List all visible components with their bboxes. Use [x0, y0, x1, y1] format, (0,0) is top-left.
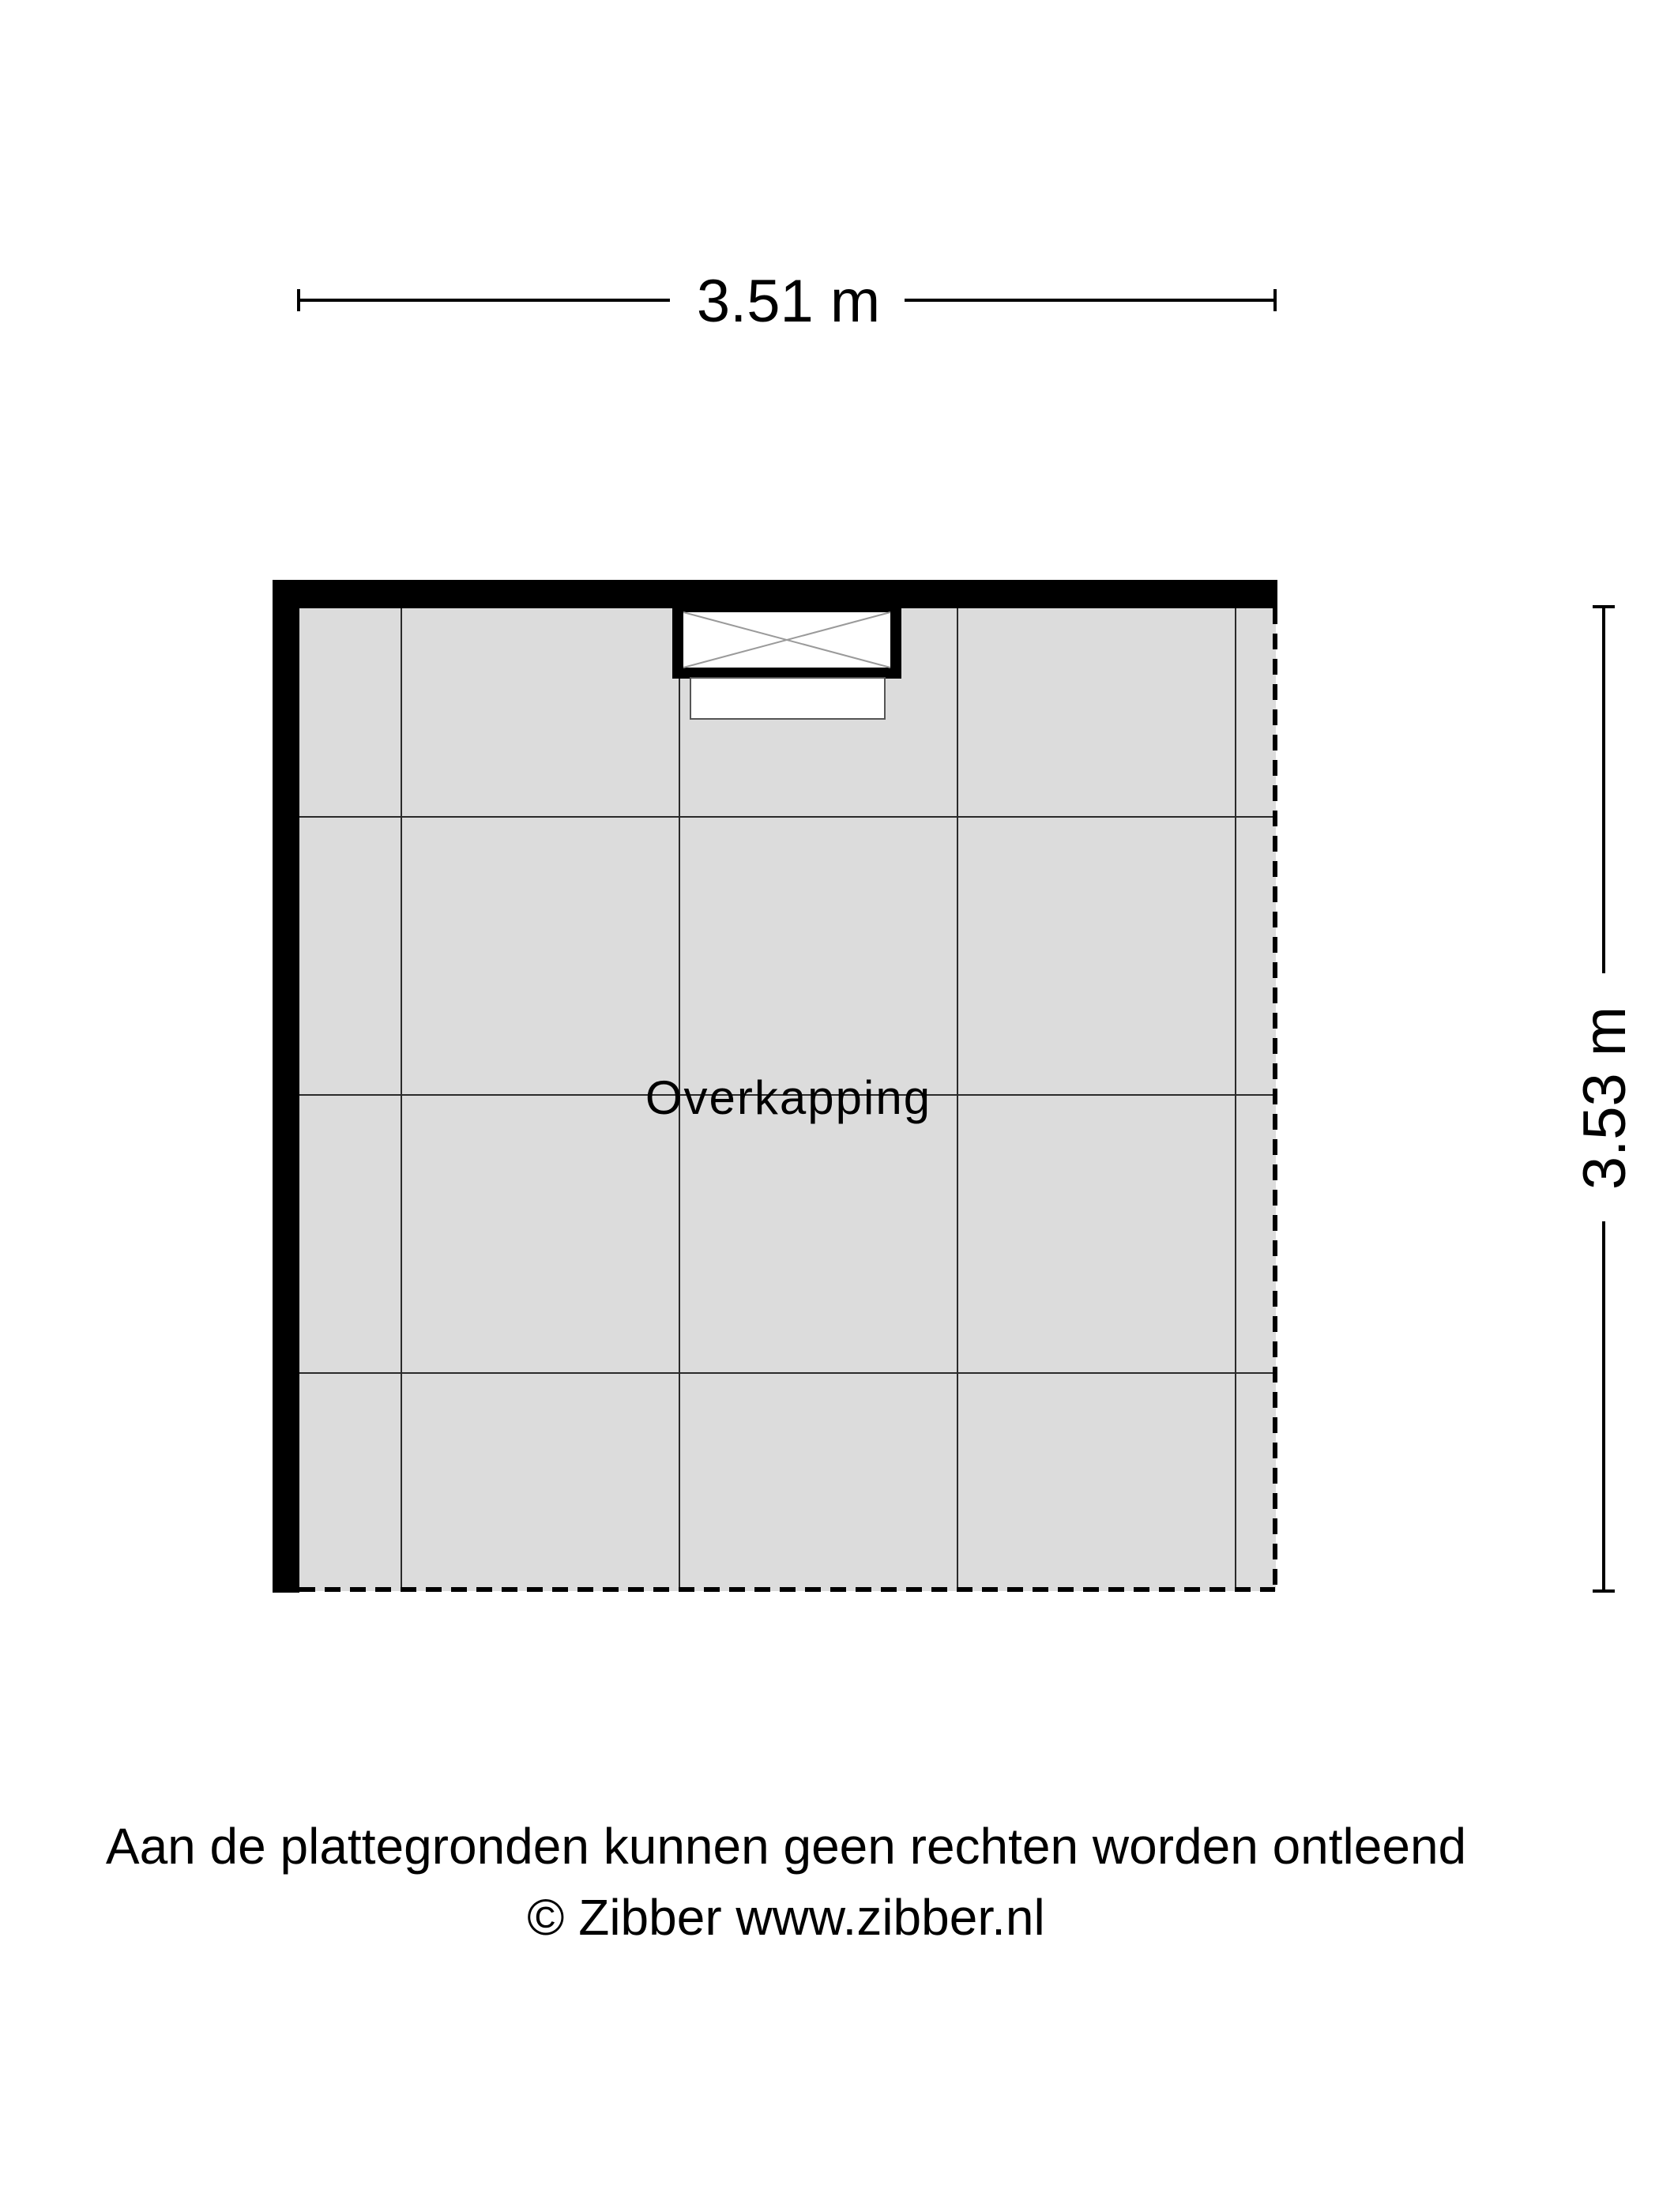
- wall-left: [273, 580, 299, 1593]
- wall-fixture: [678, 607, 896, 719]
- height-dimension: [1571, 607, 1638, 1591]
- disclaimer-text: Aan de plattegronden kunnen geen rechten worden ontleend: [105, 1818, 1467, 1875]
- room-name-label: Overkapping: [645, 1071, 932, 1124]
- width-dimension: [299, 268, 1275, 335]
- width-dimension-label: 3.51 m: [696, 268, 881, 335]
- height-dimension-label: 3.53 m: [1571, 1006, 1638, 1191]
- copyright-text: © Zibber www.zibber.nl: [527, 1889, 1045, 1946]
- wall-top: [273, 580, 1277, 608]
- fixture-base: [690, 678, 885, 719]
